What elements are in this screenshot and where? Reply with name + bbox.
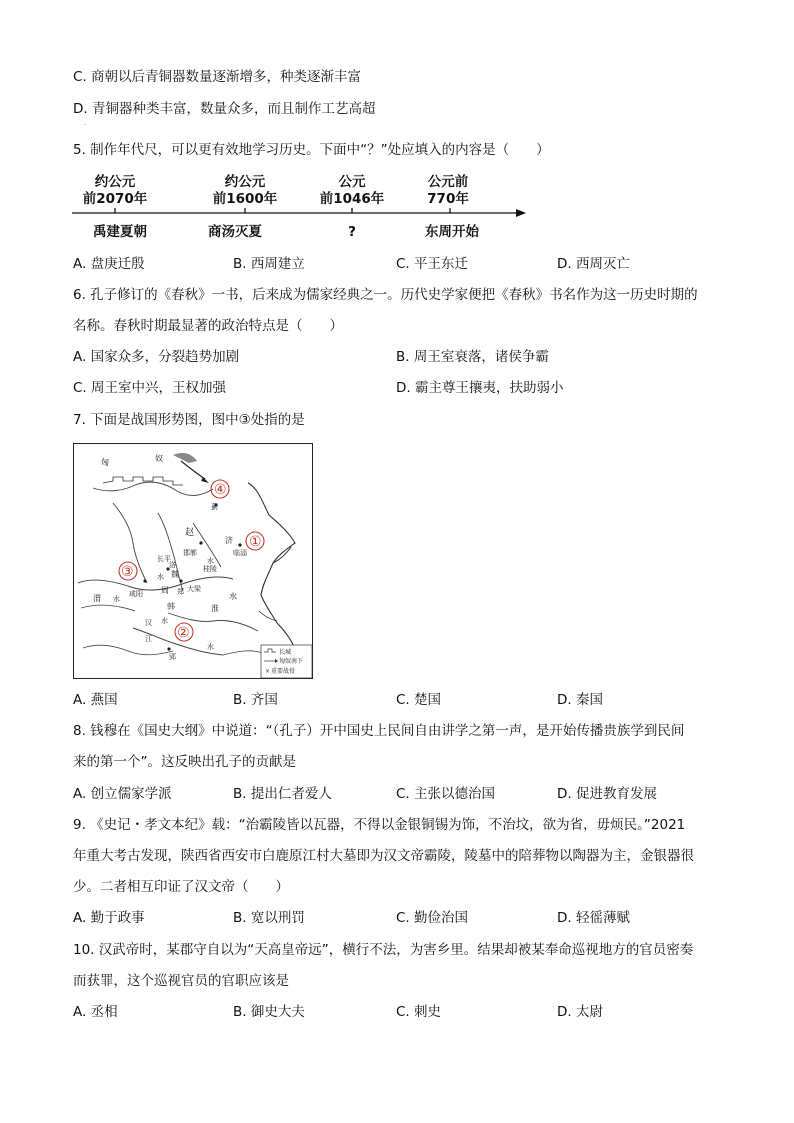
map-legend-item: 长城 xyxy=(279,649,292,656)
q4-option-c: C. 商朝以后青铜器数量逐渐增多，种类逐渐丰富 xyxy=(73,69,362,85)
q8-option-c: C. 主张以德治国 xyxy=(396,786,496,802)
q7-stem: 7. 下面是战国形势图，图中③处指的是 xyxy=(73,412,305,428)
q8-option-a: A. 创立儒家学派 xyxy=(73,786,172,802)
map-label: 江 xyxy=(145,635,152,643)
map-legend-item: 匈奴南下 xyxy=(279,658,304,665)
q8-option-d: D. 促进教育发展 xyxy=(557,786,657,802)
q9-stem-line3: 少。二者相互印证了汉文帝（ ） xyxy=(73,879,289,895)
map-label: 郑 xyxy=(177,588,184,596)
map-label: 匈 xyxy=(101,458,109,467)
map-label: 奴 xyxy=(155,454,163,463)
map-label: ③ xyxy=(121,564,134,580)
q5-option-b: B. 西周建立 xyxy=(233,256,305,272)
map-label: 韩 xyxy=(167,602,175,611)
map-legend-item: 重要战役 xyxy=(271,668,296,675)
q9-option-b: B. 宽以刑罚 xyxy=(233,910,305,926)
timeline-top-3: 公元 前1046年 xyxy=(319,174,385,207)
q9-stem-line1: 9. 《史记・孝文本纪》载：“治霸陵皆以瓦器，不得以金银铜锡为饰，不治坟，欲为省，毋烦民。”2021 xyxy=(73,817,686,833)
q4-option-d: D. 青铜器种类丰富，数量众多，而且制作工艺高超 xyxy=(73,101,376,117)
q10-option-d: D. 太尉 xyxy=(557,1004,603,1020)
q5-stem: 5. 制作年代尺，可以更有效地学习历史。下面中“？”处应填入的内容是（ ） xyxy=(73,142,550,158)
map-label: 水 xyxy=(161,617,168,625)
q9-option-d: D. 轻徭薄赋 xyxy=(557,910,630,926)
svg-text:×: × xyxy=(265,668,271,675)
q5-option-a: A. 盘庚迁殷 xyxy=(73,256,145,272)
q10-stem-line2: 而获罪，这个巡视官员的官职应该是 xyxy=(73,973,289,989)
map-label: 桂陵 xyxy=(203,565,217,573)
map-label: 水 xyxy=(113,595,120,603)
q10-stem-line1: 10. 汉武帝时，某郡守自以为“天高皇帝远”，横行不法，为害乡里。结果却被某奉命巡视地方的官员密奏 xyxy=(73,942,694,958)
map-label: 临淄 xyxy=(233,549,247,557)
map-label: 魏 xyxy=(171,570,179,579)
map-label: 蓟 xyxy=(211,503,218,511)
map-label: 邯郸 xyxy=(183,549,197,557)
q9-option-a: A. 勤于政事 xyxy=(73,910,145,926)
q7-option-c: C. 楚国 xyxy=(396,692,442,708)
map-label: 大梁 xyxy=(187,585,201,593)
map-label: 长平 xyxy=(157,555,171,563)
timeline-bottom-1: 禹建夏朝 xyxy=(93,224,147,240)
timeline-bottom-4: 东周开始 xyxy=(425,224,479,240)
map-label: 水 xyxy=(207,643,214,651)
q6-option-b: B. 周王室衰落，诸侯争霸 xyxy=(396,349,549,365)
map-label: ① xyxy=(249,534,262,550)
q7-option-b: B. 齐国 xyxy=(233,692,278,708)
timeline-bottom-3: ? xyxy=(348,224,356,240)
map-label: ② xyxy=(177,625,190,641)
q6-stem-line1: 6. 孔子修订的《春秋》一书，后来成为儒家经典之一。历代史学家便把《春秋》书名作为这一历史时期的 xyxy=(73,287,698,303)
q6-option-a: A. 国家众多，分裂趋势加剧 xyxy=(73,349,240,365)
q8-stem-line2: 来的第一个”。这反映出孔子的贡献是 xyxy=(73,754,296,770)
q5-option-c: C. 平王东迁 xyxy=(396,256,469,272)
q6-option-d: D. 霸主尊王攘夷，扶助弱小 xyxy=(396,380,564,396)
map-label: 汉 xyxy=(145,619,152,627)
q6-stem-line2: 名称。春秋时期最显著的政治特点是（ ） xyxy=(73,318,343,334)
q7-option-d: D. 秦国 xyxy=(557,692,603,708)
timeline-top-2: 约公元 前1600年 xyxy=(212,174,278,207)
map-label: 水 xyxy=(207,557,214,565)
timeline-top-4: 公元前 770年 xyxy=(427,174,469,207)
q10-option-b: B. 御史大夫 xyxy=(233,1004,305,1020)
timeline-bottom-2: 商汤灭夏 xyxy=(208,224,262,240)
map-label: ④ xyxy=(214,482,227,498)
q6-option-c: C. 周王室中兴，王权加强 xyxy=(73,380,227,396)
q8-option-b: B. 提出仁者爱人 xyxy=(233,786,332,802)
map-label: 水 xyxy=(229,592,237,601)
timeline-top-1: 约公元 前2070年 xyxy=(82,174,148,207)
map-label: 渭 xyxy=(93,594,101,603)
q10-option-a: A. 丞相 xyxy=(73,1004,118,1020)
warring-states-map xyxy=(73,443,313,679)
q9-option-c: C. 勤俭治国 xyxy=(396,910,469,926)
map-label: 济 xyxy=(225,536,233,545)
map-label: 洛 xyxy=(169,561,176,569)
q8-stem-line1: 8. 钱穆在《国史大纲》中说道：“（孔子）开中国史上民间自由讲学之第一声，是开始传播贵族学到民间 xyxy=(73,723,685,739)
q10-option-c: C. 刺史 xyxy=(396,1004,442,1020)
map-label: 周 xyxy=(161,586,169,595)
q5-option-d: D. 西周灭亡 xyxy=(557,256,630,272)
map-label: 淮 xyxy=(211,604,219,613)
map-label: 赵 xyxy=(185,528,195,538)
map-label: 水 xyxy=(157,573,164,581)
timeline-axis xyxy=(70,205,530,221)
map-label: 郢 xyxy=(169,653,176,661)
q7-option-a: A. 燕国 xyxy=(73,692,118,708)
map-label: 咸阳 xyxy=(129,590,143,598)
q9-stem-line2: 年重大考古发现，陕西省西安市白鹿原江村大墓即为汉文帝霸陵，陵墓中的陪葬物以陶器为主，金银器很 xyxy=(73,848,694,864)
